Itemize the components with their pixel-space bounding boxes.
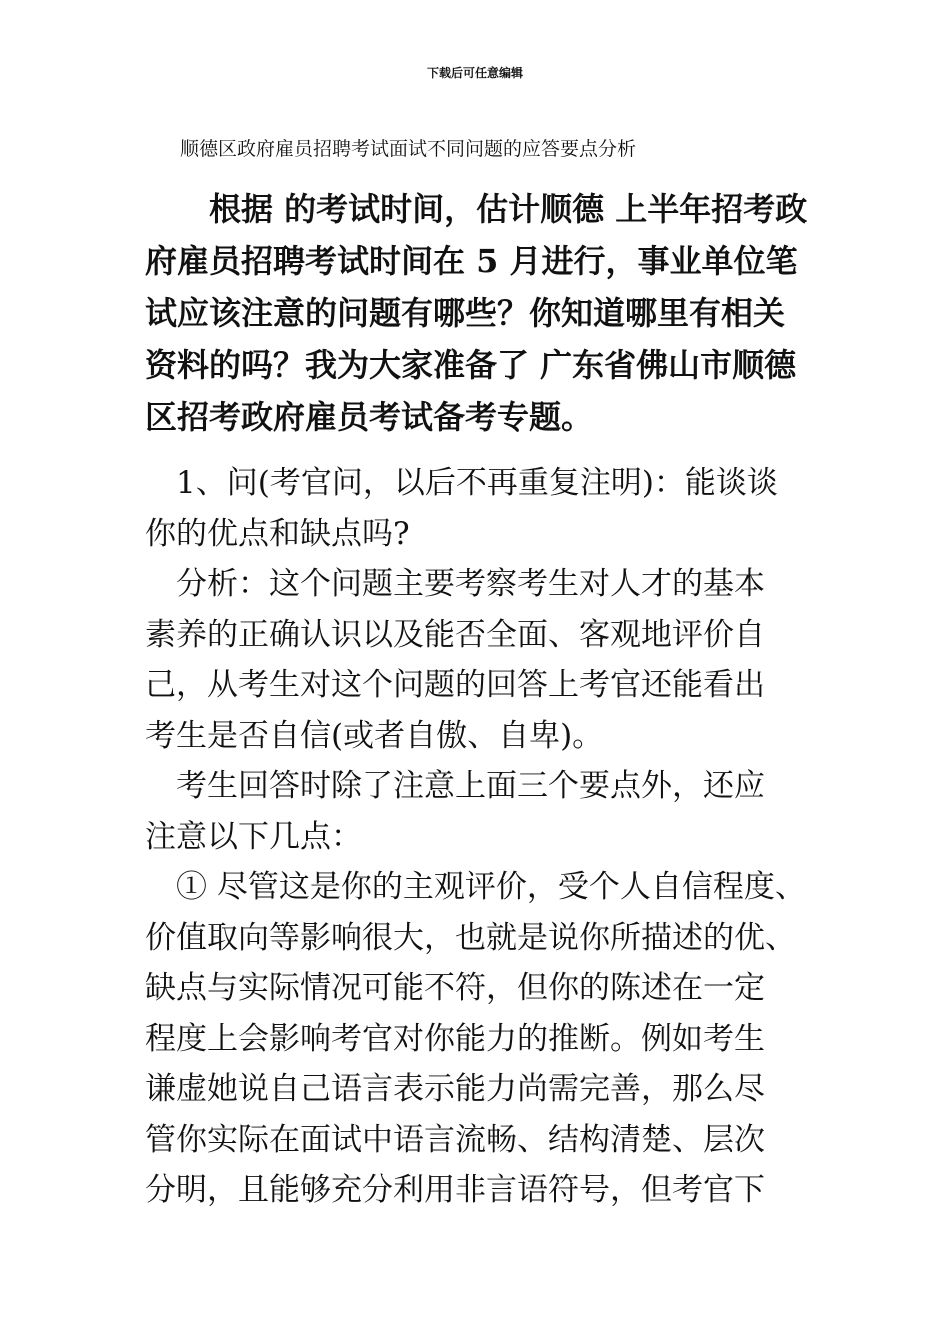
body-line: 缺点与实际情况可能不符，但你的陈述在一定: [145, 970, 765, 1006]
body-line: 价值取向等影响很大，也就是说你所描述的优、: [145, 919, 796, 956]
body-line: 程度上会影响考官对你能力的推断。例如考生: [145, 1020, 765, 1057]
intro-line: 区招考政府雇员考试备考专题。: [145, 398, 594, 436]
body-line: ① 尽管这是你的主观评价，受个人自信程度、: [145, 869, 806, 905]
body-line: 考生回答时除了注意上面三个要点外，还应: [145, 768, 765, 804]
body-line: 你的优点和缺点吗?: [145, 515, 410, 552]
body-line: 素养的正确认识以及能否全面、客观地评价自: [145, 616, 765, 653]
body-line: 管你实际在面试中语言流畅、结构清楚、层次: [145, 1121, 765, 1158]
body-line: 分明，且能够充分利用非言语符号，但考官下: [145, 1172, 765, 1208]
body-line: 己，从考生对这个问题的回答上考官还能看出: [145, 667, 765, 703]
body-text: [145, 458, 815, 1216]
body-line: 分析：这个问题主要考察考生对人才的基本: [145, 566, 765, 602]
body-line: 1、问(考官问，以后不再重复注明)：能谈谈: [145, 465, 778, 501]
body-line: 考生是否自信(或者自傲、自卑)。: [145, 717, 604, 754]
body-line: 注意以下几点：: [145, 818, 362, 855]
intro-line: 府雇员招聘考试时间在 5 月进行，事业单位笔: [145, 242, 798, 280]
intro-paragraph: [145, 183, 815, 443]
body-line: 谦虚她说自己语言表示能力尚需完善，那么尽: [145, 1071, 765, 1107]
intro-line: 资料的吗？我为大家准备了 广东省佛山市顺德: [145, 346, 797, 384]
intro-line: 试应该注意的问题有哪些？你知道哪里有相关: [145, 294, 786, 332]
intro-line: 根据 的考试时间，估计顺德 上半年招考政: [145, 190, 808, 228]
page-header-note: 下载后可任意编辑: [426, 66, 523, 80]
document-title: 顺德区政府雇员招聘考试面试不同问题的应答要点分析: [180, 138, 637, 160]
